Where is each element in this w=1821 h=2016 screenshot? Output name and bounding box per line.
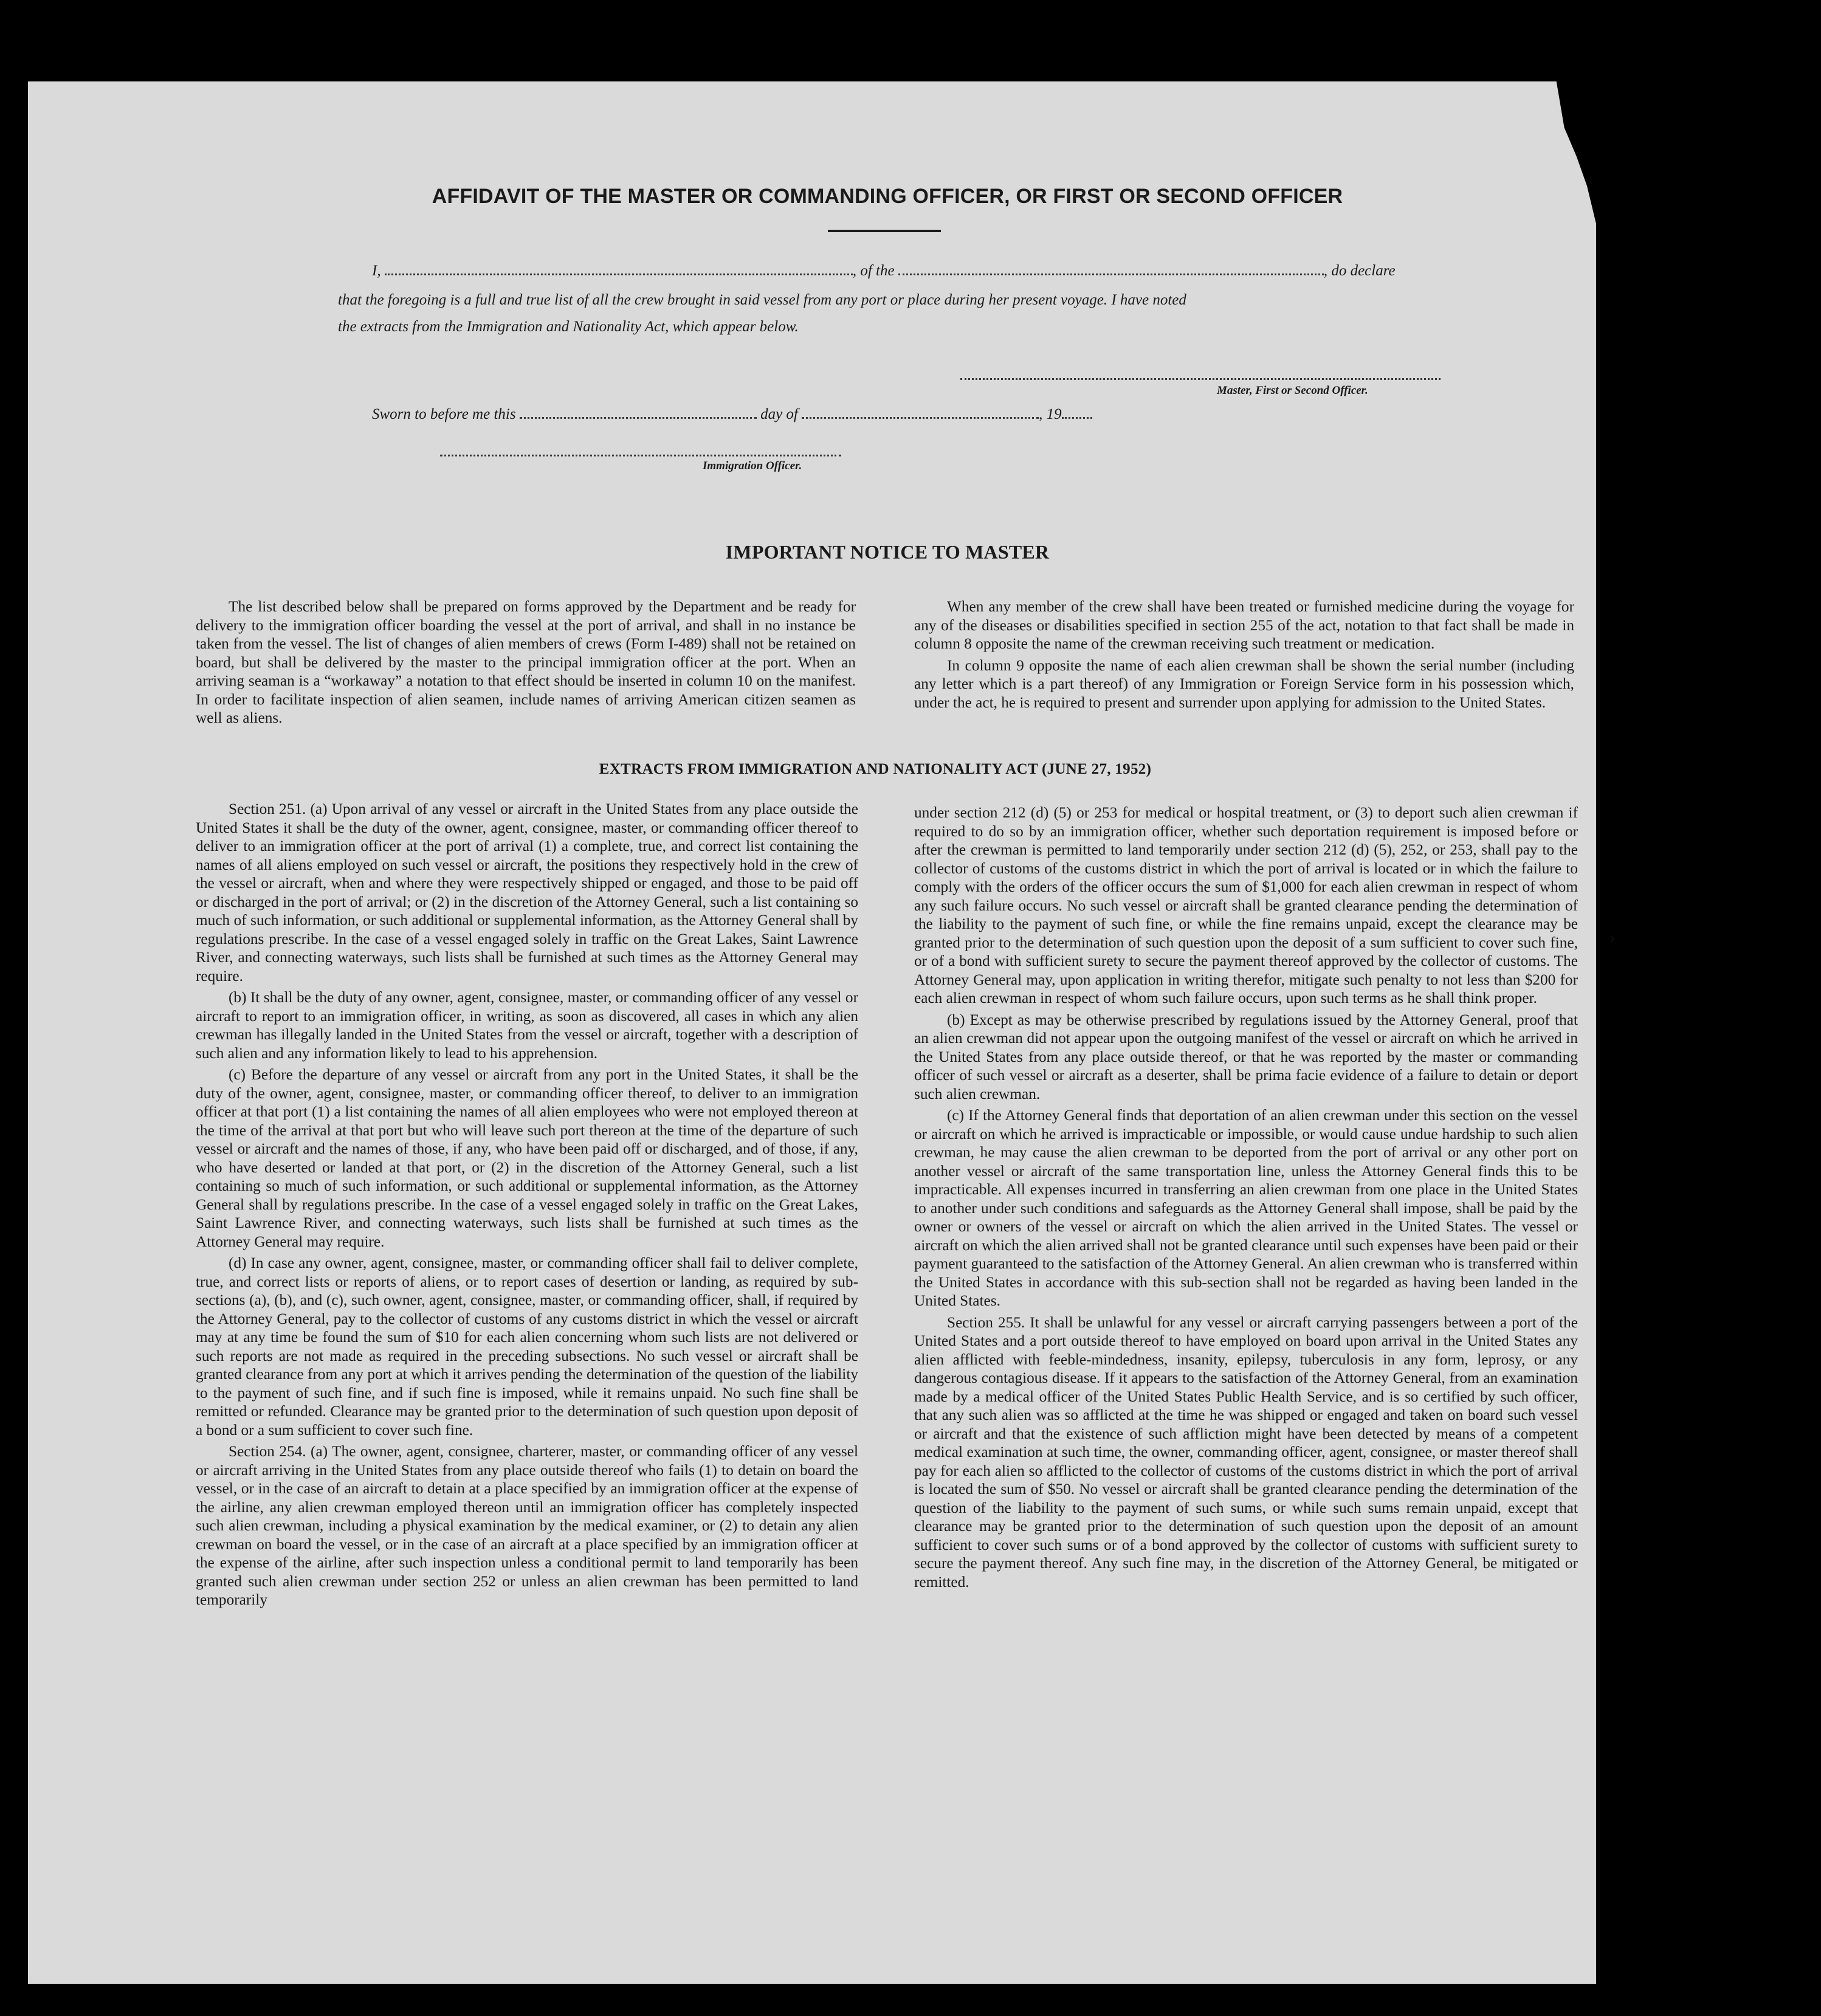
notice-left-column <box>196 597 856 731</box>
section-254-a: Section 254. (a) The owner, agent, consignee, charterer, master, or commanding officer of any vessel or aircraft arriving in the United States from any place outside thereof who fails (1) to detain on board the vessel, or in the case of an aircraft to detain at a place specified by an immigration officer at the expense of the airline, any alien crewman employed thereon until an immigration officer has completely inspected such alien crewman, including a physical examination by the medical examiner, or (2) to detain any alien crewman on board the vessel, or in the case of an aircraft at a place specified by an immigration officer at the expense of the airline, after such inspection unless a conditional permit to land temporarily has been granted such alien crewman under section 252 or unless an alien crewman has been permitted to land temporarily <box>196 1443 858 1608</box>
statement-line-1: that the foregoing is a full and true list of all the crew brought in said vessel from any port or place during her present voyage. I have noted <box>338 292 1186 308</box>
notice-right-column <box>914 597 1574 715</box>
declaration-line <box>372 263 1396 280</box>
extracts-heading: EXTRACTS FROM IMMIGRATION AND NATIONALITY ACT (JUNE 27, 1952) <box>599 761 1152 777</box>
section-251-a: Section 251. (a) Upon arrival of any vessel or aircraft in the United States from any place outside the United States it shall be the duty of the owner, agent, consignee, master, or commanding officer thereof to deliver to an immigration officer at the port of arrival (1) a complete, true, and correct list containing the names of all aliens employed on such vessel or aircraft, the positions they respectively hold in the crew of the vessel or aircraft, when and where they were respectively shipped or engaged, and those to be paid off or discharged in the port of arrival; or (2) in the discretion of the Attorney General, such a list containing so much of such information, or such additional or supplemental information, as the Attorney General shall by regulations prescribe. In the case of a vessel engaged solely in traffic on the Great Lakes, Saint Lawrence River, and connecting waterways, such lists shall be furnished at such times as the Attorney General may require. <box>196 800 858 985</box>
sworn-month-field[interactable] <box>802 406 1039 419</box>
sworn-day-field[interactable] <box>520 406 757 419</box>
punch-hole <box>1657 1715 1686 1744</box>
punch-hole <box>1657 659 1686 689</box>
notice-left-paragraph: The list described below shall be prepared on forms approved by the Department and be ready for delivery to the immigration officer boarding the vessel at the port of arrival, and shall in no instance be taken from the vessel. The list of changes of alien members of crews (Form I-489) shall not be retained on board, but shall be delivered by the master to the principal immigration officer at the port. When an arriving seaman is a “workaway” a notation to that effect should be inserted in column 10 on the manifest. In order to facilitate inspection of alien seamen, include names of arriving American citizen seamen as well as aliens. <box>196 598 856 726</box>
punch-hole <box>1657 759 1686 788</box>
section-251-b: (b) It shall be the duty of any owner, agent, consignee, master, or commanding officer of any vessel or aircraft to report to an immigration officer, in writing, as soon as discovered, all cases in which any alien crewman has illegally landed in the United States from the vessel or aircraft, together with a description of such alien and any information likely to lead to his apprehension. <box>196 989 858 1062</box>
section-255: Section 255. It shall be unlawful for any vessel or aircraft carrying passengers between a port of the United States and a port outside thereof to have employed on board upon arrival in the United States any alien afflicted with feeble-mindedness, insanity, epilepsy, tuberculosis in any form, leprosy, or any dangerous contagious disease. If it appears to the satisfaction of the Attorney General, from an examination made by a medical officer of the United States Public Health Service, and is so certified by such officer, that any such alien was so afflicted at the time he was shipped or engaged and taken on board such vessel or aircraft and that the existence of such affliction might have been detected by means of a competent medical examination at such time, the owner, commanding officer, agent, consignee, or master thereof shall pay for each alien so afflicted to the collector of customs of the customs district in which the port of arrival is located the sum of $50. No vessel or aircraft shall be granted clearance pending the determination of the question of the liability to the payment of such sums, or while such sums remain unpaid, except that clearance may be granted prior to the determination of such question upon the deposit of an amount sufficient to cover such sums or of a bond approved by the collector of customs with sufficient surety to secure the payment thereof. Any such fine may, in the discretion of the Attorney General, be mitigated or remitted. <box>914 1313 1578 1591</box>
punch-hole <box>1657 1814 1686 1843</box>
title-underline <box>828 230 941 232</box>
section-251-d: (d) In case any owner, agent, consignee, master, or commanding officer shall fail to deliver complete, true, and correct lists or reports of aliens, or to report cases of desertion or landing, as required by sub-sections (a), (b), and (c), such owner, agent, consignee, master, or commanding officer, shall, if required by the Attorney General, pay to the collector of customs of any customs district in which the vessel or aircraft may at any time be found the sum of $10 for each alien concerning whom such lists are not delivered or such reports are not made as required in the preceding subsections. No such vessel or aircraft shall be granted clearance from any port at which it arrives pending the determination of the question of the liability to the payment of such fine, and if such fine is imposed, while it remains unpaid. No such fine shall be remitted or refunded. Clearance may be granted prior to the determination of such question upon deposit of a bond or a sum sufficient to cover such fine. <box>196 1254 858 1439</box>
notice-right-paragraph-1: When any member of the crew shall have been treated or furnished medicine during the voyage for any of the diseases or disabilities specified in section 255 of the act, notation to that fact shall be made in column 8 opposite the name of the crewman receiving such treatment or medication. <box>914 598 1574 652</box>
officer-signature-line[interactable] <box>440 455 841 456</box>
section-251-c: (c) Before the departure of any vessel or aircraft from any port in the United States, it shall be the duty of the owner, agent, consignee, master, or commanding officer thereof, to deliver to an immigration officer at that port (1) a list containing the names of all alien employees who were not employed thereon at the time of the arrival at that port but who will leave such port thereon at the time of the departure of such vessel or aircraft and the names of those, if any, who have been paid off or discharged, and of those, if any, who have deserted or landed at that port, or (2) in the discretion of the Attorney General, such a list containing so much of such information, or such additional or supplemental information, as the Attorney General shall by regulations prescribe. In the case of a vessel engaged solely in traffic on the Great Lakes, Saint Lawrence River, and connecting waterways, such lists shall be furnished at such times as the Attorney General may require. <box>196 1066 858 1250</box>
declarant-name-field[interactable] <box>385 263 853 275</box>
year-label: , 19 <box>1039 406 1062 422</box>
officer-signature-label: Immigration Officer. <box>703 459 802 472</box>
punch-hole <box>1657 353 1686 382</box>
vessel-name-field[interactable] <box>898 263 1324 275</box>
section-254-c: (c) If the Attorney General finds that deportation of an alien crewman under this section on the vessel or aircraft on which he arrived is impracticable or impossible, or would cause undue hardship to such alien crewman, he may cause the alien crewman to be deported from the port of arrival or any other port on another vessel or aircraft of the same transportation line, unless the Attorney General finds this to be impracticable. All expenses incurred in transferring an alien crewman from one place in the United States to another under such conditions and safeguards as the Attorney General shall impose, shall be paid by the owner or owners of the vessel or aircraft on which the alien arrived in the United States. The vessel or aircraft on which the alien arrived shall not be granted clearance until such expenses have been paid or their payment guaranteed to the satisfaction of the Attorney General. An alien crewman who is transferred within the United States in accordance with this sub-section shall not be regarded as having been landed in the United States. <box>914 1107 1578 1309</box>
master-signature-label: Master, First or Second Officer. <box>1217 384 1368 397</box>
affidavit-title: AFFIDAVIT OF THE MASTER OR COMMANDING OFFICER, OR FIRST OR SECOND OFFICER <box>432 185 1343 208</box>
sworn-year-field[interactable] <box>1062 406 1092 419</box>
section-254-a-continued: under section 212 (d) (5) or 253 for medical or hospital treatment, or (3) to deport such alien crewman if required to do so by an immigration officer, whether such deportation requirement is imposed before or after the crewman is permitted to land temporarily under section 212 (d) (5), 252, or 253, shall pay to the collector of customs of the customs district in which the port of arrival is located or in which the failure to comply with the orders of the officer occurs the sum of $1,000 for each alien crewman in respect of whom any such failure occurs. No such vessel or aircraft shall be granted clearance pending the determination of the liability to the payment of such fine, or while the fine remains unpaid, except the clearance may be granted prior to the determination of such question upon the deposit of a sum sufficient to cover such fine, or of a bond with sufficient surety to secure the payment thereof approved by the collector of customs. The Attorney General may, upon application in writing therefor, mitigate such penalty to not less than $200 for each alien crewman in respect of whom such failure occurs, upon such terms as he shall think proper. <box>914 804 1578 1006</box>
extracts-right-column <box>914 803 1578 1594</box>
notice-title: IMPORTANT NOTICE TO MASTER <box>725 541 1050 563</box>
master-signature-line[interactable] <box>960 378 1441 380</box>
sworn-prefix: Sworn to before me this <box>372 406 516 422</box>
of-the-label: , of the <box>852 263 895 279</box>
declarant-prefix: I, <box>372 263 381 279</box>
do-declare-label: , do declare <box>1323 263 1396 279</box>
sworn-line <box>372 406 1092 423</box>
notice-right-paragraph-2: In column 9 opposite the name of each alien crewman shall be shown the serial number (including any letter which is a part thereof) of any Immigration or Foreign Service form in his possession which, under the act, he is required to present and surrender upon applying for admission to the United States. <box>914 656 1574 711</box>
extracts-left-column <box>196 800 858 1612</box>
punch-hole <box>1657 255 1686 284</box>
chevron-right-icon: › <box>1609 927 1616 948</box>
statement-line-2: the extracts from the Immigration and Nationality Act, which appear below. <box>338 318 799 335</box>
section-254-b: (b) Except as may be otherwise prescribed by regulations issued by the Attorney General, proof that an alien crewman did not appear upon the outgoing manifest of the vessel or aircraft on which he arrived in the United States from any place outside thereof, or that he was reported by the master or commanding officer of such vessel or aircraft as a deserter, shall be prima facie evidence of a failure to detain or deport such alien crewman. <box>914 1011 1578 1103</box>
day-of-label: day of <box>760 406 798 422</box>
